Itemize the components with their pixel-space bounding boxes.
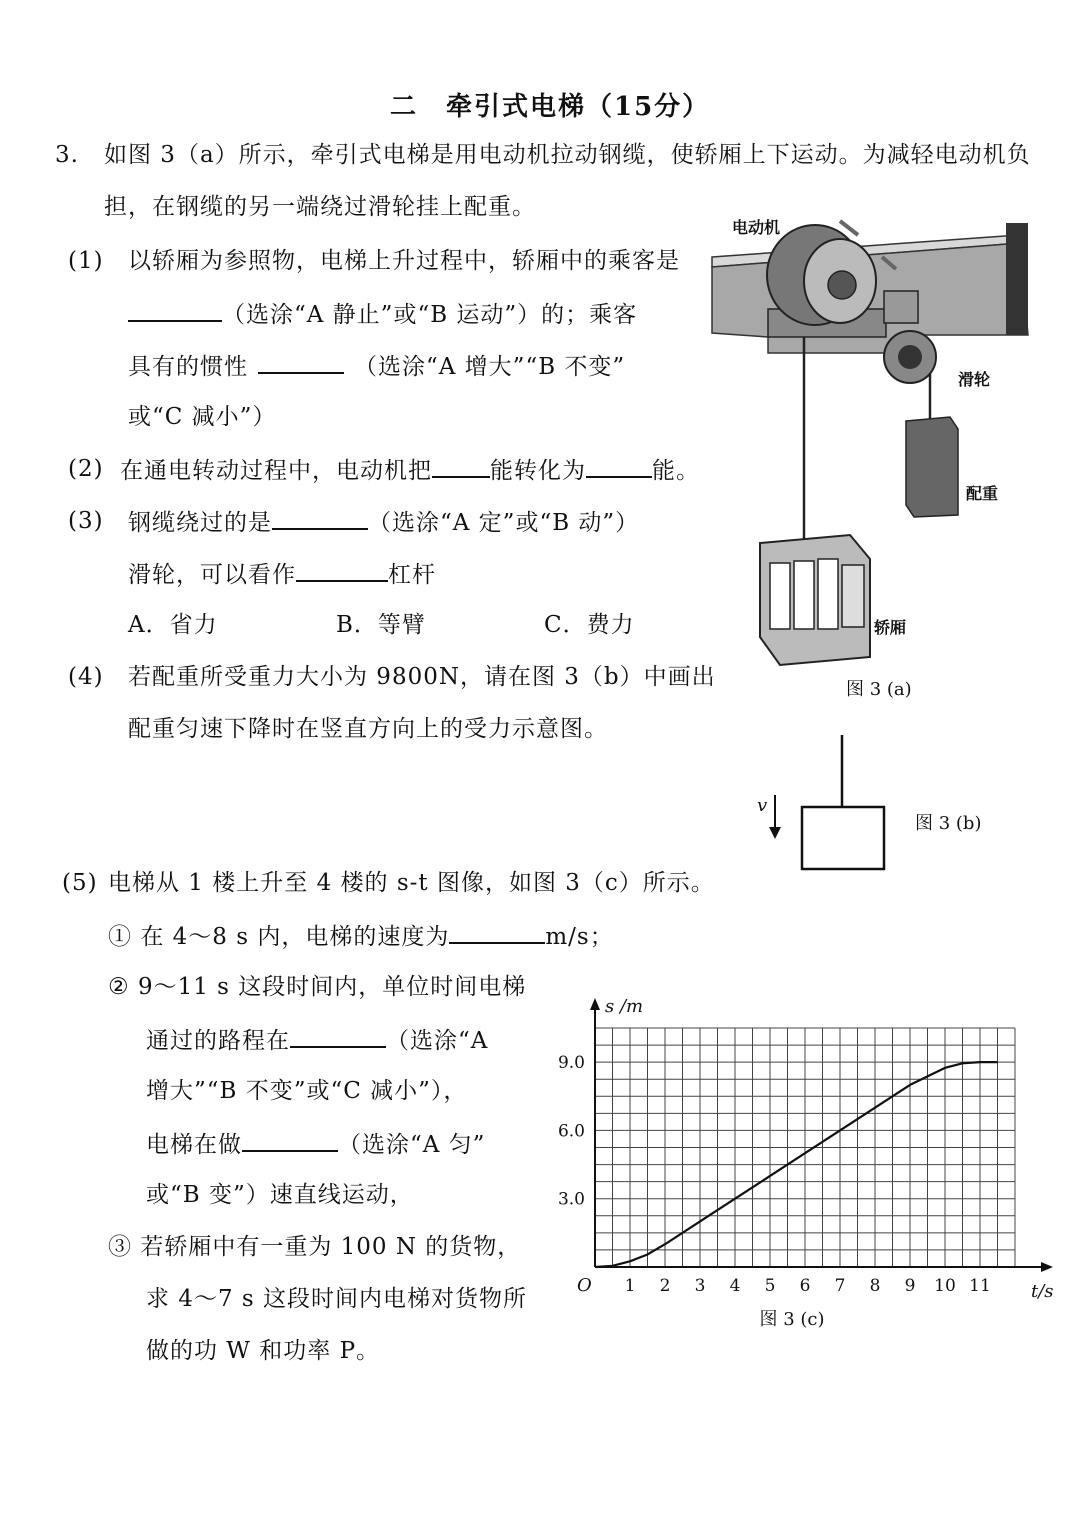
circled-number-1: ①: [108, 924, 132, 950]
circled-number-3: ③: [108, 1234, 132, 1260]
velocity-arrow-head: [769, 827, 781, 839]
part-3-text-2: 滑轮，可以看作: [128, 562, 296, 588]
label-pulley: 滑轮: [958, 370, 991, 389]
part-5-line-1: 电梯从 1 楼上升至 4 楼的 s-t 图像，如图 3（c）所示。: [108, 870, 715, 896]
answer-blank[interactable]: [128, 298, 222, 322]
part-3-text-3: 杠杆: [388, 562, 436, 588]
chart-ticks: [558, 1053, 991, 1296]
x-tick-label: 6: [799, 1276, 811, 1296]
pulley-hub: [898, 345, 922, 369]
sub-question-2-line-3: 增大”“B 不变”或“C 减小”），: [146, 1078, 468, 1104]
car-window: [818, 559, 838, 629]
figure-3c-st-chart: [540, 990, 1060, 1335]
x-tick-label: 2: [659, 1276, 671, 1296]
sub-question-3-line-2: 求 4～7 s 这段时间内电梯对货物所: [146, 1286, 528, 1312]
y-axis-arrow: [590, 998, 600, 1010]
label-counterweight: 配重: [966, 484, 999, 503]
sub-question-2-line-4: [146, 1128, 485, 1160]
counterweight-block: [906, 417, 958, 517]
part-1-line-4: 或“C 减小”）: [128, 404, 277, 430]
sub-question-2-line-2: [146, 1024, 488, 1056]
answer-blank[interactable]: [586, 454, 652, 478]
figure-3a-caption: 图 3 (a): [846, 679, 912, 700]
part-2-text-middle: 能转化为: [490, 458, 586, 484]
velocity-label: v: [757, 795, 768, 816]
part-2-text-before: 在通电转动过程中，电动机把: [120, 458, 432, 484]
option-a: A．省力: [128, 612, 218, 638]
sub-2-options-1: （选涂“A: [386, 1028, 489, 1054]
chart-x-axis-label: t/s: [1031, 1281, 1054, 1302]
question-number: 3.: [55, 142, 79, 168]
intro-line-2: 担，在钢缆的另一端绕过滑轮挂上配重。: [104, 194, 536, 220]
sub-1-text: 在 4～8 s 内，电梯的速度为: [140, 924, 450, 950]
sub-question-1: [108, 920, 614, 952]
option-c: C．费力: [544, 612, 635, 638]
sub-question-3-line-1: [108, 1232, 521, 1262]
label-motor: 电动机: [732, 218, 781, 237]
chart-grid: [595, 1028, 1015, 1267]
chart-origin-label: O: [577, 1275, 592, 1296]
figure-3a-elevator: [700, 205, 1040, 725]
x-tick-label: 3: [694, 1276, 706, 1296]
label-car: 轿厢: [874, 618, 907, 637]
answer-blank[interactable]: [258, 350, 344, 374]
part-3-label: (3): [68, 508, 104, 534]
sub-2-options-2: （选涂“A 匀”: [338, 1132, 486, 1158]
part-5-label: (5): [62, 870, 98, 896]
car-window: [794, 561, 814, 629]
intro-line-1: 如图 3（a）所示，牵引式电梯是用电动机拉动钢缆，使轿厢上下运动。为减轻电动机负: [104, 142, 1031, 168]
part-2-line: [120, 454, 700, 486]
x-tick-label: 7: [834, 1276, 846, 1296]
part-1-line-3-options: （选涂“A 增大”“B 不变”: [354, 354, 626, 380]
x-tick-label: 9: [904, 1276, 916, 1296]
sub-question-3-line-3: 做的功 W 和功率 P。: [146, 1338, 381, 1364]
answer-blank[interactable]: [290, 1024, 386, 1048]
y-tick-label: 9.0: [557, 1053, 585, 1074]
part-1-line-3-text: 具有的惯性: [128, 354, 248, 380]
sub-question-2-line-1: [108, 972, 526, 1002]
part-1-line-2: [128, 298, 637, 330]
part-3-options: （选涂“A 定”或“B 动”）: [368, 510, 640, 536]
circled-number-2: ②: [108, 974, 130, 1000]
x-tick-label: 11: [969, 1276, 991, 1296]
x-tick-label: 5: [764, 1276, 776, 1296]
chart-axes: [590, 998, 1053, 1272]
part-2-label: (2): [68, 456, 104, 482]
part-1-label: (1): [68, 248, 104, 274]
counterweight-box: [802, 807, 884, 869]
answer-blank[interactable]: [242, 1128, 338, 1152]
figure-3b-caption: 图 3 (b): [915, 813, 982, 834]
x-tick-label: 1: [624, 1276, 636, 1296]
car-door: [842, 565, 864, 627]
part-4-label: (4): [68, 664, 104, 690]
part-1-line-2-text: （选涂“A 静止”或“B 运动”）的；乘客: [222, 302, 638, 328]
x-tick-label: 8: [869, 1276, 881, 1296]
sub-3-text-1: 若轿厢中有一重为 100 N 的货物，: [140, 1234, 522, 1260]
y-tick-label: 6.0: [557, 1121, 585, 1142]
car-window: [770, 563, 790, 629]
part-4-line-2: 配重匀速下降时在竖直方向上的受力示意图。: [128, 716, 608, 742]
part-1-line-3: [128, 350, 625, 382]
part-2-text-after: 能。: [652, 458, 700, 484]
sub-2-text-1: 9～11 s 这段时间内，单位时间电梯: [137, 974, 527, 1000]
sub-1-unit: m/s；: [545, 924, 614, 950]
y-tick-label: 3.0: [557, 1189, 585, 1210]
part-1-line-1: 以轿厢为参照物，电梯上升过程中，轿厢中的乘客是: [128, 248, 680, 274]
answer-blank[interactable]: [272, 506, 368, 530]
sub-question-2-line-5: 或“B 变”）速直线运动，: [146, 1182, 414, 1208]
machine-room-rail: [1006, 223, 1028, 335]
chart-title: 图 3 (c): [759, 1309, 825, 1330]
answer-blank[interactable]: [432, 454, 490, 478]
part-3-line-2: [128, 558, 436, 590]
part-3-text: 钢缆绕过的是: [128, 510, 272, 536]
option-b: B．等臂: [336, 612, 426, 638]
motor-hub: [828, 271, 856, 299]
x-tick-label: 10: [934, 1276, 956, 1296]
chart-y-axis-label: s /m: [605, 996, 644, 1017]
sub-2-text-2: 通过的路程在: [146, 1028, 290, 1054]
answer-blank[interactable]: [449, 920, 545, 944]
part-4-line-1: 若配重所受重力大小为 9800N，请在图 3（b）中画出: [128, 664, 716, 690]
motor-bracket: [884, 291, 918, 323]
sub-2-text-4: 电梯在做: [146, 1132, 242, 1158]
part-3-line-1: [128, 506, 639, 538]
section-title: 二 牵引式电梯（15分）: [390, 92, 711, 122]
answer-blank[interactable]: [296, 558, 388, 582]
x-axis-arrow: [1041, 1262, 1053, 1272]
x-tick-label: 4: [729, 1276, 741, 1296]
figure-3b: [745, 735, 1055, 880]
